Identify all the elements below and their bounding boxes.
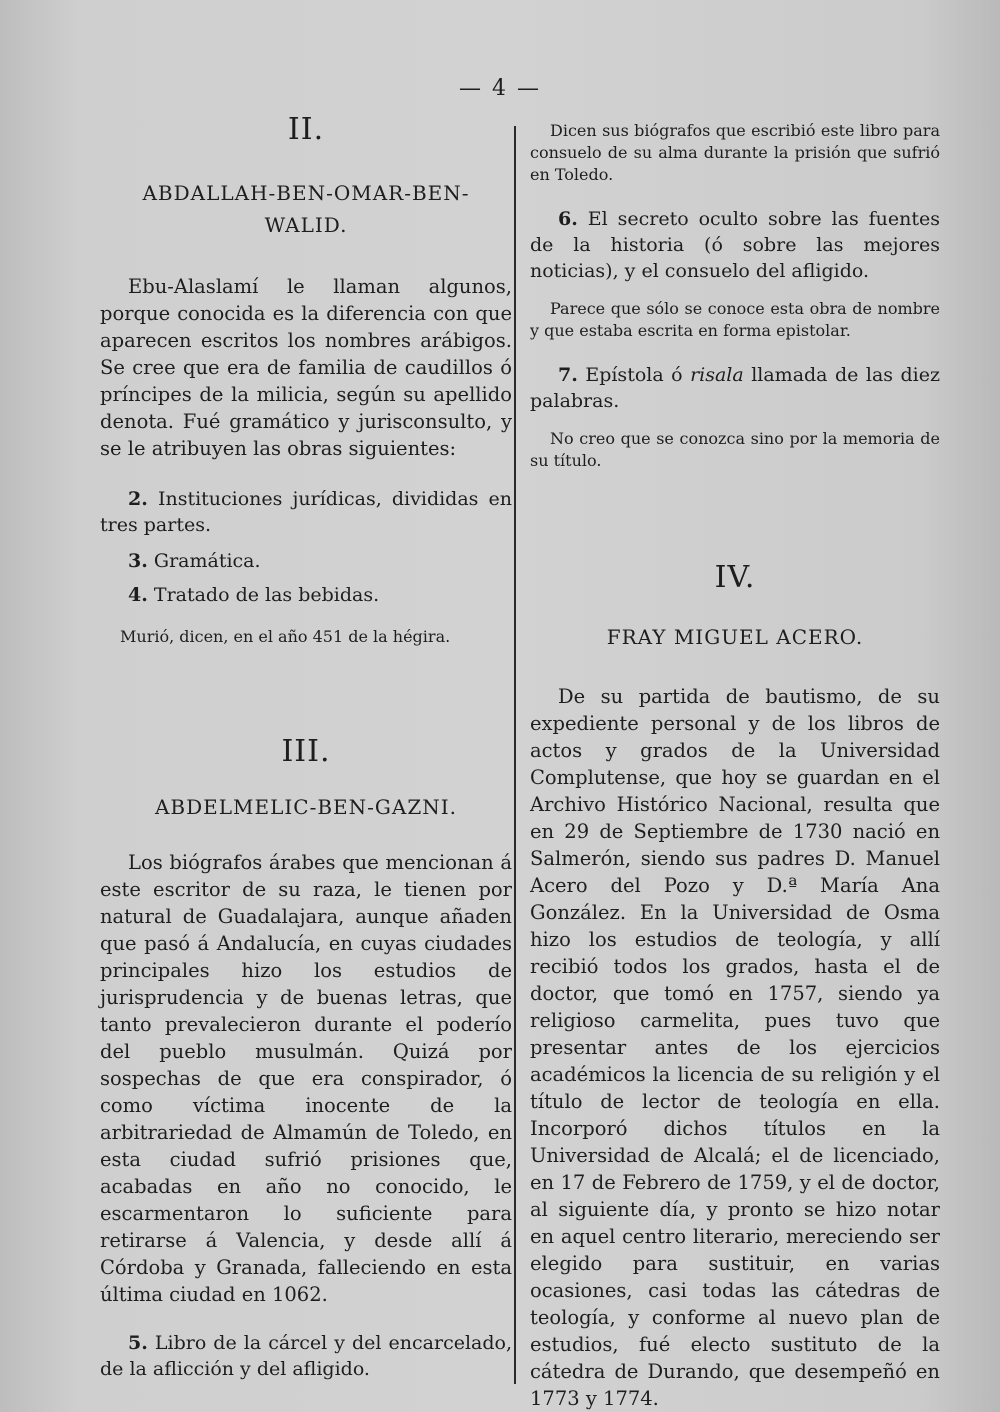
item-3-number: 3. [128,550,148,572]
note-2: Parece que sólo se conoce esta obra de nombre y que estaba escrita en forma epistolar. [530,299,940,340]
item-5-number: 5. [128,1332,148,1354]
item-7-number: 7. [558,364,578,386]
column-divider [514,126,516,1384]
item-7-post: llamada de las diez palabras. [530,364,940,412]
section-2-paragraph: Ebu-Alaslamí le llaman algunos, porque conocida es la diferencia con que aparecen escritos los nombres arábigos. Se cree que era de familia de caudillos ó príncipes de la milicia, según su apellido denota. Fué gramático y jurisconsulto, y se le atribuyen las obras siguientes: [100,275,512,460]
item-7-pre: Epístola ó [585,364,691,386]
item-2-number: 2. [128,488,148,510]
item-6-text: El secreto oculto sobre las fuentes de la historia (ó sobre las mejores noticias), y el consuelo del afligido. [530,208,940,282]
item-2 [100,486,512,538]
item-4-text: Tratado de las bebidas. [153,584,380,606]
section-3-paragraph: Los biógrafos árabes que mencionan á este escritor de su raza, le tienen por natural de Guadalajara, aunque añaden que pasó á Andalucía, en cuyas ciudades principales hizo los estudios de jurisprudencia y de buenas letras, que tanto prevalecieron durante el poderío del pueblo musulmán. Quizá por sospechas de que era conspirador, ó como víctima inocente de la arbitrariedad de Almamún de Toledo, en esta ciudad sufrió prisiones que, acabadas en año no conocido, le escarmentaron lo suficiente para retirarse á Valencia, y desde allí á Córdoba y Granada, falleciendo en esta última ciudad en 1062. [100,851,512,1306]
item-7 [530,362,940,414]
item-4 [100,582,512,608]
section-2-number: II. [287,112,325,147]
item-4-number: 4. [128,584,148,606]
section-4-title: FRAY MIGUEL ACERO. [606,625,864,649]
section-2-title-line2: WALID. [264,213,348,237]
item-3 [100,548,512,574]
section-3-number: III. [281,734,331,769]
item-6 [530,206,940,284]
section-3-title: ABDELMELIC-BEN-GAZNI. [154,795,457,819]
right-column [530,120,940,1412]
page-number: — 4 — [459,76,541,101]
note-3: No creo que se conozca sino por la memoria de su título. [530,429,940,470]
item-5 [100,1330,512,1382]
item-6-number: 6. [558,208,578,230]
item-7-italic: risala [690,364,744,386]
section-4-paragraph: De su partida de bautismo, de su expediente personal y de los libros de actos y grados de la Universidad Complutense, que hoy se guardan en el Archivo Histórico Nacional, resulta que en 29 de Septiembre de 1730 nació en Salmerón, siendo sus padres D. Manuel Acero del Pozo y D.ª María Ana González. En la Universidad de Osma hizo los estudios de teología, y allí recibió todos los grados, hasta el de doctor, que tomó en 1757, siendo ya religioso carmelita, pues tuvo que presentar antes de los ejercicios académicos la licencia de su religión y el título de lector de teología en ella. Incorporó dichos títulos en la Universidad de Alcalá; el de licenciado, en 17 de Febrero de 1759, y el de doctor, al siguiente día, y pronto se hizo notar en aquel centro literario, mereciendo ser elegido para sustituir, en varias ocasiones, casi todas las cátedras de teología, y conforme al nuevo plan de estudios, fué electo sustituto de la cátedra de Durando, que desempeñó en 1773 y 1774. [530,685,940,1410]
section-2-title-line1: ABDALLAH-BEN-OMAR-BEN- [142,181,470,205]
section-4-number: IV. [714,560,756,595]
left-column [100,112,512,1382]
item-3-text: Gramática. [153,550,261,572]
item-5-text: Libro de la cárcel y del encarcelado, de la aflicción y del afligido. [100,1332,512,1380]
item-2-text: Instituciones jurídicas, divididas en tres partes. [100,488,512,536]
section-2-note: Murió, dicen, en el año 451 de la hégira. [120,627,451,646]
note-1: Dicen sus biógrafos que escribió este libro para consuelo de su alma durante la prisión que sufrió en Toledo. [530,121,940,184]
